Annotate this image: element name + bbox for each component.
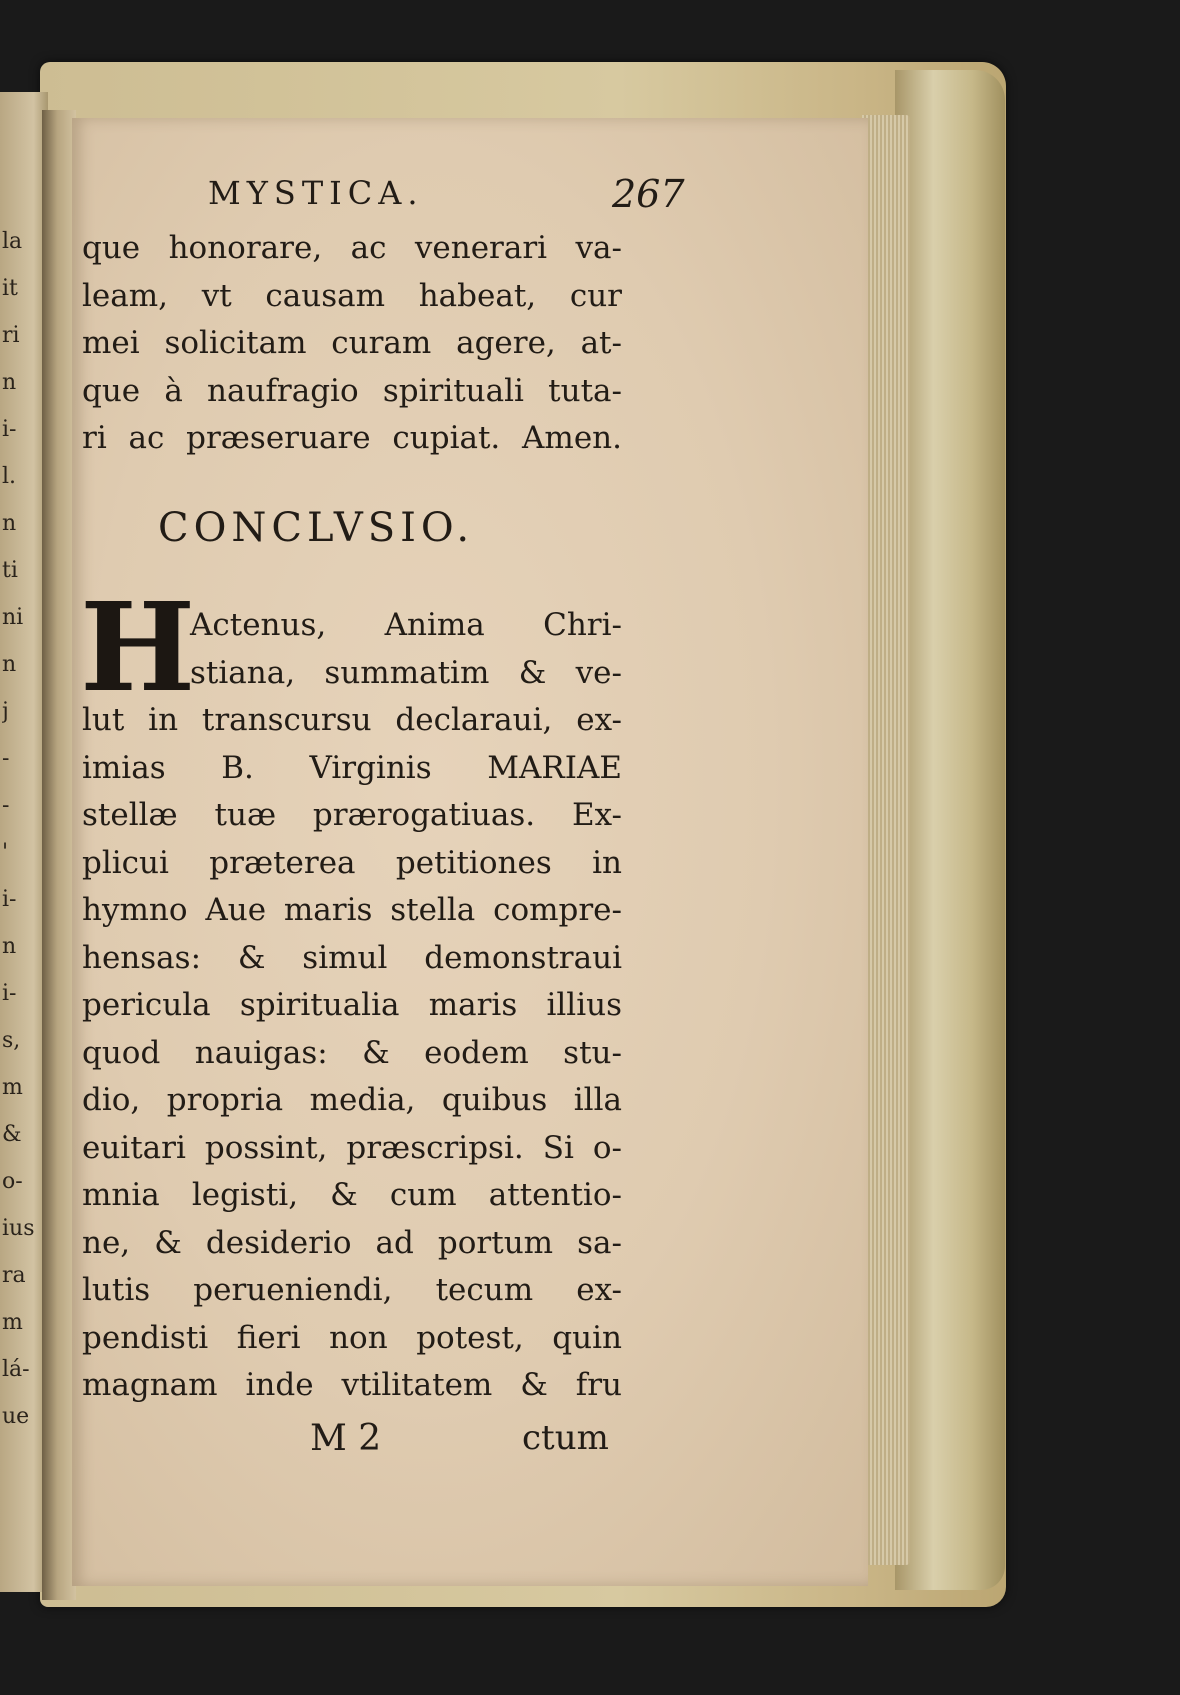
previous-page-line-fragment: la — [2, 229, 23, 254]
prayer-ending-text — [82, 225, 622, 463]
previous-page-line-fragment: ' — [2, 840, 9, 865]
drop-cap: H — [80, 575, 196, 719]
previous-page-line-fragment: m — [2, 1310, 23, 1335]
previous-page-line-fragment: n — [2, 652, 17, 677]
previous-page-line-fragment: - — [2, 746, 10, 771]
previous-page-line-fragment: & — [2, 1122, 22, 1147]
page-number: 267 — [612, 172, 685, 216]
catchword: ctum — [522, 1418, 609, 1458]
previous-page-line-fragment: - — [2, 793, 10, 818]
text-line: lutis perueniendi, tecum ex- — [82, 1272, 622, 1308]
previous-page-line-fragment: ue — [2, 1404, 30, 1429]
previous-page-text-fragments — [2, 218, 46, 1440]
previous-page-line-fragment: ni — [2, 605, 24, 630]
previous-page-line-fragment: it — [2, 276, 18, 301]
signature-mark: M 2 — [310, 1418, 382, 1459]
text-line: magnam inde vtilitatem & fru — [82, 1367, 622, 1403]
text-line: stellæ tuæ prærogatiuas. Ex- — [82, 797, 622, 833]
previous-page-line-fragment: n — [2, 511, 17, 536]
previous-page-line-fragment: lá- — [2, 1357, 30, 1382]
previous-page-line-fragment: i- — [2, 887, 17, 912]
text-line: imias B. Virginis MARIAE — [82, 749, 622, 786]
previous-page-line-fragment: s, — [2, 1028, 21, 1053]
previous-page-line-fragment: o- — [2, 1169, 23, 1194]
text-line: quod nauigas: & eodem stu- — [82, 1034, 622, 1071]
previous-page-line-fragment: i- — [2, 417, 17, 442]
page-block-edge — [862, 115, 910, 1565]
text-line: ne, & desiderio ad portum sa- — [82, 1224, 622, 1261]
previous-page-line-fragment: ius — [2, 1216, 35, 1241]
conclusion-opening-lines — [190, 602, 622, 697]
text-line: mei solicitam curam agere, at- — [82, 325, 622, 361]
previous-page-line-fragment: ti — [2, 558, 18, 583]
book-gutter — [42, 110, 76, 1600]
previous-page-line-fragment: ra — [2, 1263, 26, 1288]
text-line: euitari possint, præscripsi. Si o- — [82, 1129, 622, 1166]
section-heading: CONCLVSIO. — [158, 505, 475, 551]
previous-page-line-fragment: i- — [2, 981, 17, 1006]
text-line: Actenus, Anima Chri- — [190, 607, 622, 643]
text-line: pendisti fieri non potest, quin — [82, 1319, 622, 1356]
text-line: plicui præterea petitiones in — [82, 844, 622, 881]
text-line: hymno Aue maris stella compre- — [82, 892, 622, 928]
previous-page-line-fragment: j — [2, 699, 9, 724]
cover-fore-edge — [895, 70, 1005, 1590]
text-line: leam, vt causam habeat, cur — [82, 277, 622, 314]
text-line: hensas: & simul demonstraui — [82, 939, 622, 976]
previous-page-line-fragment: m — [2, 1075, 23, 1100]
running-head: MYSTICA. — [208, 174, 424, 212]
conclusion-body-text — [82, 697, 622, 1410]
text-line: dio, propria media, quibus illa — [82, 1082, 622, 1118]
text-line: lut in transcursu declaraui, ex- — [82, 702, 622, 738]
text-line: pericula spiritualia maris illius — [82, 987, 622, 1023]
text-line: stiana, summatim & ve- — [190, 654, 622, 691]
text-line: mnia legisti, & cum attentio- — [82, 1177, 622, 1213]
previous-page-line-fragment: ri — [2, 323, 20, 348]
previous-page-line-fragment: n — [2, 934, 17, 959]
text-line: ri ac præseruare cupiat. Amen. — [82, 420, 622, 456]
previous-page-line-fragment: n — [2, 370, 17, 395]
previous-page-line-fragment: l. — [2, 464, 17, 489]
text-line: que à naufragio spirituali tuta- — [82, 372, 622, 409]
text-line: que honorare, ac venerari va- — [82, 230, 622, 266]
